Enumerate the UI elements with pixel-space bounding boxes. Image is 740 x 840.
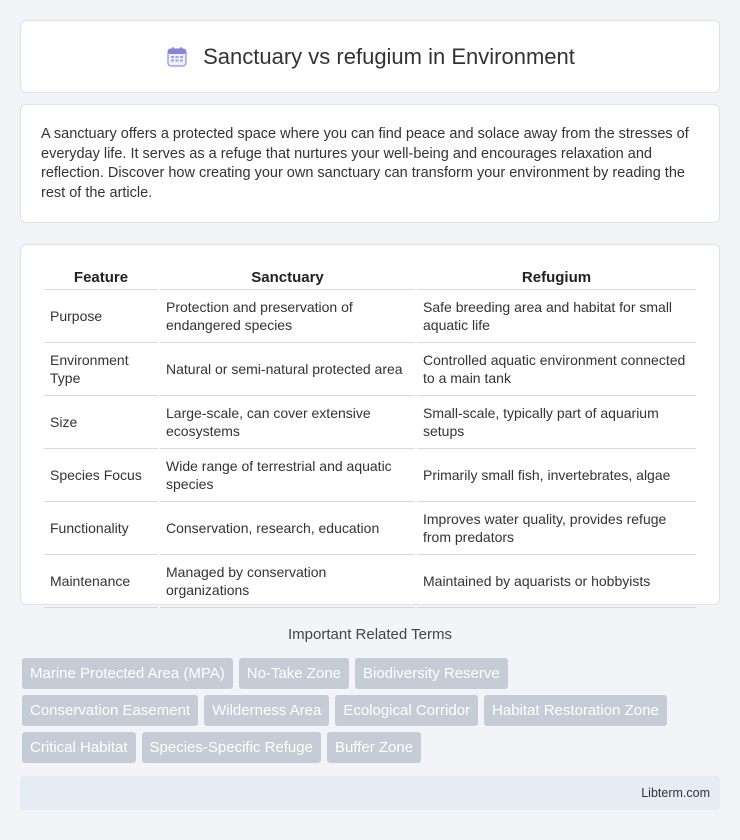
related-term-tag[interactable]: Marine Protected Area (MPA) <box>22 658 233 689</box>
related-term-tag[interactable]: No-Take Zone <box>239 658 349 689</box>
related-terms-list <box>22 658 722 769</box>
intro-text: A sanctuary offers a protected space where you can find peace and solace away from the stresses of everyday life. It serves as a refuge that nurtures your well-being and encourages relaxation and reflection. Discover how creating your own sanctuary can transform your environment by reading the rest of the article. <box>41 126 689 201</box>
intro-card <box>20 104 720 223</box>
related-term-tag[interactable]: Biodiversity Reserve <box>355 658 508 689</box>
refugium-cell: Controlled aquatic environment connected to a main tank <box>417 343 696 396</box>
feature-cell: Species Focus <box>44 449 158 502</box>
related-terms-title: Important Related Terms <box>288 626 452 643</box>
table-row <box>44 396 696 449</box>
feature-cell: Purpose <box>44 290 158 343</box>
feature-cell: Functionality <box>44 502 158 555</box>
refugium-cell: Safe breeding area and habitat for small aquatic life <box>417 290 696 343</box>
related-term-tag[interactable]: Wilderness Area <box>204 695 329 726</box>
related-term-tag[interactable]: Species-Specific Refuge <box>142 732 321 763</box>
refugium-cell: Small-scale, typically part of aquarium setups <box>417 396 696 449</box>
calendar-icon <box>165 45 189 69</box>
sanctuary-cell: Wide range of terrestrial and aquatic species <box>160 449 415 502</box>
refugium-cell: Maintained by aquarists or hobbyists <box>417 555 696 608</box>
sanctuary-cell: Large-scale, can cover extensive ecosystems <box>160 396 415 449</box>
comparison-table <box>42 265 698 608</box>
sanctuary-cell: Managed by conservation organizations <box>160 555 415 608</box>
feature-cell: Maintenance <box>44 555 158 608</box>
related-term-tag[interactable]: Habitat Restoration Zone <box>484 695 667 726</box>
comparison-table-card <box>20 244 720 605</box>
header-refugium: Refugium <box>417 265 696 290</box>
refugium-cell: Improves water quality, provides refuge from predators <box>417 502 696 555</box>
feature-cell: Environment Type <box>44 343 158 396</box>
header-feature: Feature <box>44 265 158 290</box>
related-term-tag[interactable]: Ecological Corridor <box>335 695 478 726</box>
table-row <box>44 555 696 608</box>
related-term-tag[interactable]: Conservation Easement <box>22 695 198 726</box>
footer-site-link[interactable]: Libterm.com <box>641 786 710 800</box>
table-row <box>44 449 696 502</box>
related-term-tag[interactable]: Buffer Zone <box>327 732 421 763</box>
refugium-cell: Primarily small fish, invertebrates, algae <box>417 449 696 502</box>
table-row <box>44 502 696 555</box>
header-sanctuary: Sanctuary <box>160 265 415 290</box>
sanctuary-cell: Natural or semi-natural protected area <box>160 343 415 396</box>
table-header-row <box>44 265 696 290</box>
feature-cell: Size <box>44 396 158 449</box>
related-term-tag[interactable]: Critical Habitat <box>22 732 136 763</box>
sanctuary-cell: Conservation, research, education <box>160 502 415 555</box>
footer <box>20 776 720 810</box>
sanctuary-cell: Protection and preservation of endangered species <box>160 290 415 343</box>
title-card <box>20 20 720 93</box>
page-title: Sanctuary vs refugium in Environment <box>203 43 575 69</box>
table-row <box>44 343 696 396</box>
table-row <box>44 290 696 343</box>
